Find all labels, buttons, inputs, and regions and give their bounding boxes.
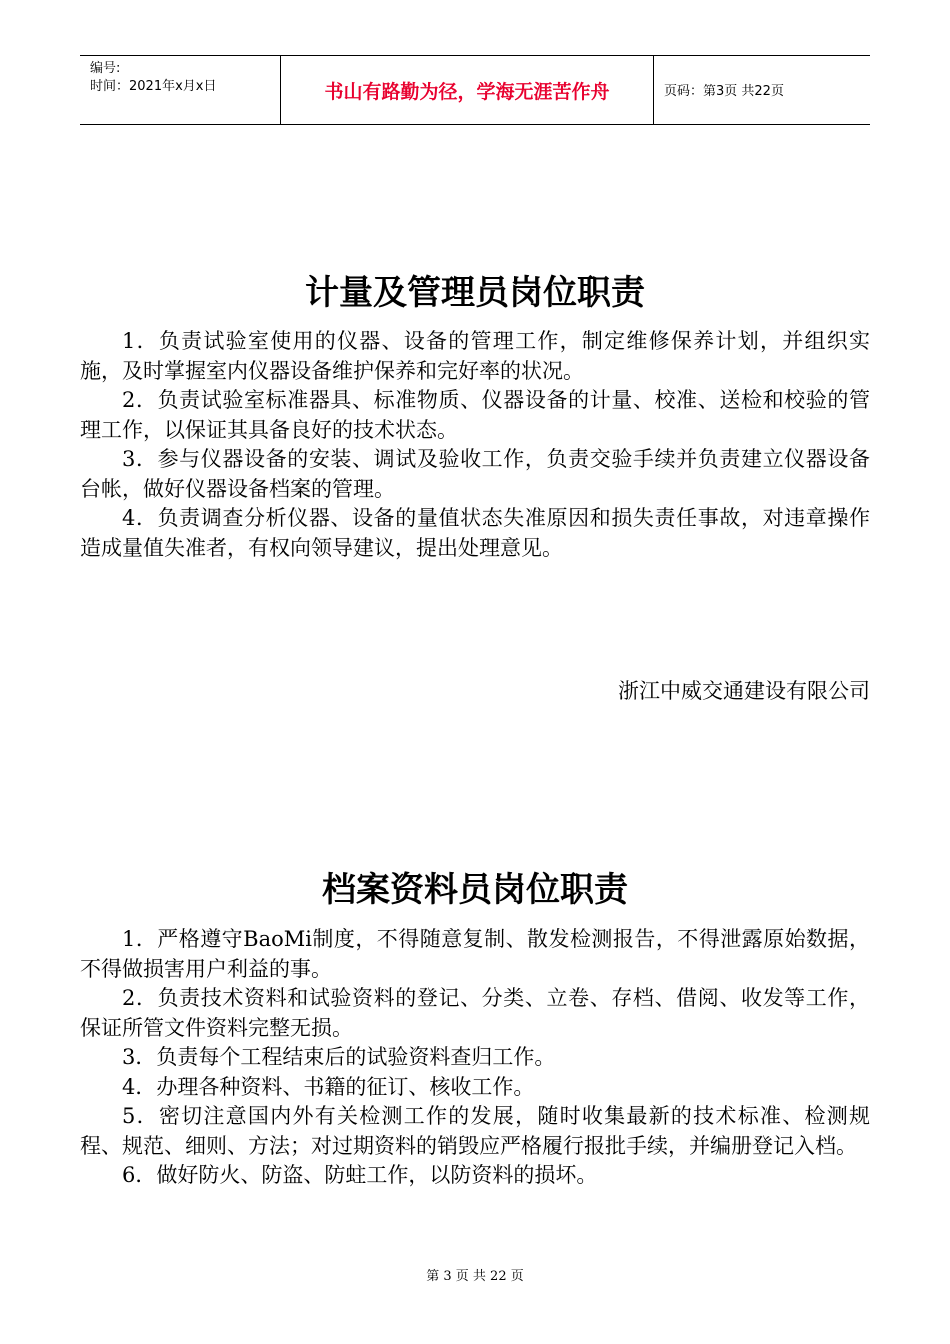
header-motto: 书山有路勤为径，学海无涯苦作舟 bbox=[324, 81, 610, 103]
header-page-info: 页码：第3页 共22页 bbox=[664, 84, 784, 99]
document-time-label: 时间：2021年x月x日 bbox=[90, 79, 217, 94]
document-number-label: 编号: bbox=[90, 61, 121, 76]
section-archives-duties bbox=[80, 925, 870, 1191]
section-metrology-duties bbox=[80, 327, 870, 563]
duty-item: 2．负责技术资料和试验资料的登记、分类、立卷、存档、借阅、收发等工作，保证所管文件资料完整无损。 bbox=[80, 986, 870, 1040]
section-title-archives: 档案资料员岗位职责 bbox=[322, 870, 628, 910]
page-footer: 第 3 页 共 22 页 bbox=[426, 1269, 524, 1284]
header-page-cell bbox=[654, 56, 870, 124]
duty-item: 1．负责试验室使用的仪器、设备的管理工作，制定维修保养计划，并组织实施，及时掌握室内仪器设备维护保养和完好率的状况。 bbox=[80, 329, 870, 383]
duty-item: 2．负责试验室标准器具、标准物质、仪器设备的计量、校准、送检和校验的管理工作，以保证其具备良好的技术状态。 bbox=[80, 388, 870, 442]
duty-item: 3．参与仪器设备的安装、调试及验收工作，负责交验手续并负责建立仪器设备台帐，做好仪器设备档案的管理。 bbox=[80, 447, 870, 501]
company-name: 浙江中威交通建设有限公司 bbox=[618, 679, 870, 703]
duty-item: 3．负责每个工程结束后的试验资料查归工作。 bbox=[122, 1045, 556, 1069]
page-header bbox=[80, 55, 870, 125]
duty-item: 4．办理各种资料、书籍的征订、核收工作。 bbox=[122, 1074, 535, 1099]
duty-item: 6．做好防火、防盗、防蛀工作，以防资料的损坏。 bbox=[122, 1163, 598, 1187]
header-meta-cell bbox=[80, 56, 281, 124]
duty-item: 5．密切注意国内外有关检测工作的发展，随时收集最新的技术标准、检测规程、规范、细则、方法；对过期资料的销毁应严格履行报批手续，并编册登记入档。 bbox=[80, 1104, 870, 1158]
section-title-metrology: 计量及管理员岗位职责 bbox=[305, 273, 645, 313]
duty-item: 1．严格遵守BaoMi制度，不得随意复制、散发检测报告，不得泄露原始数据，不得做损害用户利益的事。 bbox=[80, 927, 870, 981]
header-motto-cell bbox=[281, 56, 654, 124]
duty-item: 4．负责调查分析仪器、设备的量值状态失准原因和损失责任事故，对违章操作造成量值失准者，有权向领导建议，提出处理意见。 bbox=[80, 506, 870, 560]
